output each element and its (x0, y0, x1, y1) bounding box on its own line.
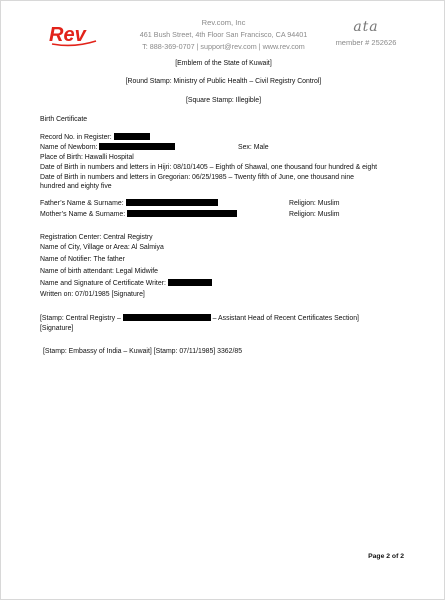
father-religion: Religion: Muslim (289, 200, 340, 207)
mother-row (40, 210, 410, 219)
newborn-label: Name of Newborn: (40, 144, 98, 151)
letterhead (1, 15, 445, 57)
central-stamp-suffix: – Assistant Head of Recent Certificates Section] (212, 315, 359, 322)
redaction-bar (114, 133, 150, 140)
redaction-bar (126, 199, 218, 206)
emblem-line: [Emblem of the State of Kuwait] (175, 60, 272, 67)
writer-label: Name and Signature of Certificate Writer: (40, 280, 166, 287)
father-row (40, 199, 410, 208)
letterhead-text (121, 17, 326, 53)
sex-value: Sex: Male (238, 144, 269, 151)
signature-note: [Signature] (40, 325, 74, 332)
company-contact: T: 888-369-0707 | support@rev.com | www.rev.com (142, 42, 305, 51)
dob-gregorian-continued: hundred and eighty five (40, 183, 112, 190)
registration-center: Registration Center: Central Registry (40, 234, 153, 241)
certificate-title: Birth Certificate (40, 116, 88, 123)
dob-gregorian: Date of Birth in numbers and letters in Gregorian: 06/25/1985 – Twenty fifth of June, one thousand nine (40, 174, 354, 181)
mother-label: Mother’s Name & Surname: (40, 211, 126, 218)
member-number: member # 252626 (335, 38, 397, 47)
central-stamp-row (40, 314, 359, 323)
company-name: Rev.com, Inc (201, 18, 246, 27)
written-on: Written on: 07/01/1985 [Signature] (40, 291, 145, 298)
city-name: Name of City, Village or Area: Al Salmiya (40, 244, 164, 251)
newborn-row (40, 143, 410, 152)
page-number: Page 2 of 2 (368, 553, 404, 560)
dob-hijri: Date of Birth in numbers and letters in Hijri: 08/10/1405 – Eighth of Shawal, one thousand four hundred & eight (40, 164, 378, 171)
notifier-name: Name of Notifier: The father (40, 256, 125, 263)
redaction-bar (99, 143, 175, 150)
writer-row (40, 279, 212, 288)
place-of-birth: Place of Birth: Hawalli Hospital (40, 154, 134, 161)
father-label: Father’s Name & Surname: (40, 200, 124, 207)
mother-religion: Religion: Muslim (289, 211, 340, 218)
redaction-bar (168, 279, 212, 286)
ata-logo: ata (353, 19, 379, 35)
record-number-row (40, 133, 150, 142)
attendant-name: Name of birth attendant: Legal Midwife (40, 268, 158, 275)
record-number-label: Record No. in Register: (40, 134, 112, 141)
rev-logo (48, 21, 100, 47)
central-stamp-prefix: [Stamp: Central Registry – (40, 315, 121, 322)
ata-badge (321, 19, 411, 47)
redaction-bar (123, 314, 211, 321)
company-address: 461 Bush Street, 4th Floor San Francisco, CA 94401 (139, 30, 308, 39)
svg-text:Rev: Rev (49, 24, 86, 46)
round-stamp-line: [Round Stamp: Ministry of Public Health – Civil Registry Control] (125, 78, 322, 85)
embassy-stamp-line: [Stamp: Embassy of India – Kuwait] [Stamp: 07/11/1985] 3362/85 (43, 348, 243, 355)
redaction-bar (127, 210, 237, 217)
square-stamp-line: [Square Stamp: Illegible] (185, 97, 262, 104)
